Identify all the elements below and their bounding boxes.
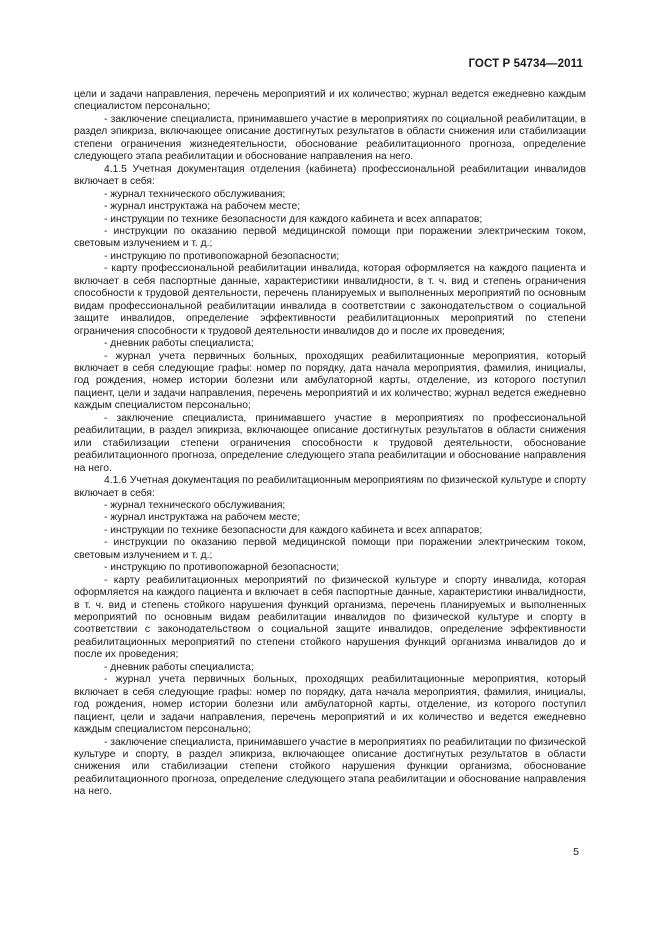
body-paragraph: - инструкцию по противопожарной безопасности; <box>104 250 340 262</box>
body-paragraph: - инструкцию по противопожарной безопасности; <box>104 562 340 574</box>
body-paragraph: - карту реабилитационных мероприятий по физической культуре и спорту инвалида, которая оформляется на каждого пациента и включает в себя паспортные данные, характеристики инвалидности, в т. ч. вид и степень стойкого нарушения функций организма, перечень планируемых и выполненных мероприятий по основным видам реабилитации инвалидов по физической культуре и спорту в соответствии с законодательством о социальной защите инвалидов, определение эффективности реабилитационных мероприятий по степени стойкого нарушения функций организма инвалидов до и после их проведения; <box>74 574 586 661</box>
section-paragraph: 4.1.6 Учетная документация по реабилитационным мероприятиям по физической культуре и спорту включает в себя: <box>74 475 586 499</box>
body-paragraph: - инструкции по оказанию первой медицинской помощи при поражении электрическим током, световым излучением и т. д.; <box>74 537 586 561</box>
body-paragraph: - заключение специалиста, принимавшего участие в мероприятиях по социальной реабилитации, в раздел эпикриза, включающее описание достигнутых результатов в области снижения или стабилизации степени ограничения жизнедеятельности, обоснование реабилитационного прогноза, определение следующего этапа реабилитации и обоснование направления на него. <box>74 113 586 163</box>
body-paragraph: - дневник работы специалиста; <box>104 338 254 350</box>
body-paragraph: - инструкции по технике безопасности для каждого кабинета и всех аппаратов; <box>104 524 483 536</box>
body-paragraph: - дневник работы специалиста; <box>104 661 254 673</box>
body-paragraph: - журнал учета первичных больных, проходящих реабилитационные мероприятия, который включает в себя следующие графы: номер по порядку, дата начала мероприятия, фамилия, инициалы, год рождения, номер истории болезни или амбулаторной карты, отделение, из которого поступил пациент, цели и задачи направления, перечень мероприятий и их количество; журнал ведется ежедневно каждым специалистом персонально; <box>74 350 586 412</box>
body-paragraph: - инструкции по технике безопасности для каждого кабинета и всех аппаратов; <box>104 213 483 225</box>
body-paragraph: - журнал инструктажа на рабочем месте; <box>104 201 301 213</box>
body-paragraph: - журнал технического обслуживания; <box>104 499 286 511</box>
body-paragraph: - журнал инструктажа на рабочем месте; <box>104 512 301 524</box>
body-paragraph: - заключение специалиста, принимавшего участие в мероприятиях по реабилитации по физической культуре и спорту, в раздел эпикриза, включающее описание достигнутых результатов в области снижения или стабилизации степени стойкого нарушения функции организма, обоснование реабилитационного прогноза, определение следующего этапа реабилитации и обоснование направления на него. <box>74 736 586 798</box>
body-paragraph: - карту профессиональной реабилитации инвалида, которая оформляется на каждого пациента и включает в себя паспортные данные, характеристики инвалидности, в т. ч. вид и степень ограничения способности к трудовой деятельности, перечень планируемых и выполненных мероприятий по основным видам профессиональной реабилитации инвалида в соответствии с законодательством о социальной защите инвалидов, определение эффективности реабилитационных мероприятий по степени ограничения способности к трудовой деятельности инвалидов до и после их проведения; <box>74 263 586 337</box>
body-paragraph: - заключение специалиста, принимавшего участие в мероприятиях по профессиональной реабилитации, в раздел эпикриза, включающее описание достигнутых результатов в области снижения или стабилизации степени ограничения способности к трудовой деятельности, обоснование реабилитационного прогноза, определение следующего этапа реабилитации и обоснование направления на него. <box>74 412 586 474</box>
document-body <box>74 89 586 799</box>
page-number: 5 <box>573 846 579 858</box>
body-paragraph: - журнал технического обслуживания; <box>104 188 286 200</box>
body-paragraph: - инструкции по оказанию первой медицинской помощи при поражении электрическим током, световым излучением и т. д.; <box>74 225 586 250</box>
section-paragraph: 4.1.5 Учетная документация отделения (кабинета) профессиональной реабилитации инвалидов включает в себя: <box>74 163 586 188</box>
body-paragraph: - журнал учета первичных больных, проходящих реабилитационные мероприятия, который включает в себя следующие графы: номер по порядку, дата начала мероприятия, фамилия, инициалы, год рождения, номер истории болезни или амбулаторной карты, отделение, из которого поступил пациент, цели и задачи направления, перечень мероприятий и их количество и ведется ежедневно каждым специалистом персонально; <box>74 674 586 736</box>
document-header: ГОСТ Р 54734—2011 <box>468 58 583 70</box>
body-paragraph: цели и задачи направления, перечень мероприятий и их количество; журнал ведется ежедневно каждым специалистом персонально; <box>74 89 586 113</box>
